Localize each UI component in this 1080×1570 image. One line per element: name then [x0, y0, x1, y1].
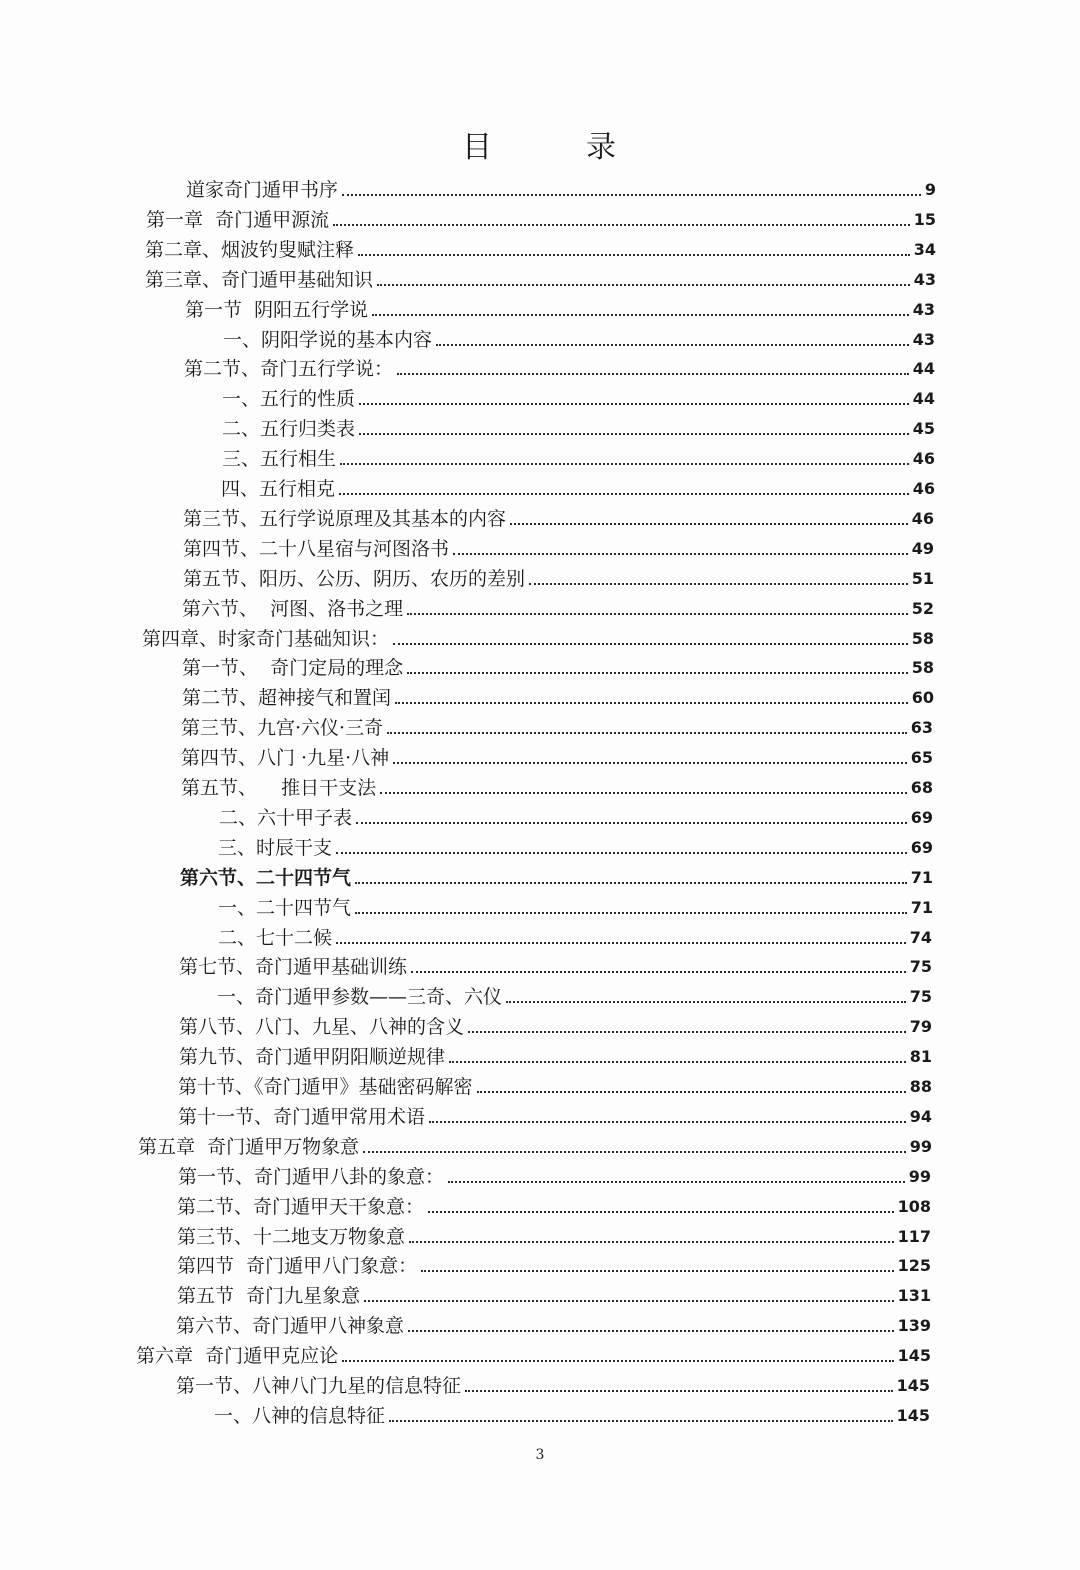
toc-entry-label: 第一节、 奇门定局的理念	[182, 657, 404, 680]
toc-entry-label: 第三节、九宫·六仪·三奇	[181, 717, 384, 740]
toc-entry-page: 125	[897, 1256, 931, 1276]
toc-entry	[179, 1038, 932, 1068]
toc-dot-leader	[355, 911, 907, 914]
toc-entry	[178, 1098, 932, 1128]
toc-entry	[218, 829, 933, 859]
toc-dot-leader	[529, 582, 908, 585]
toc-dot-leader	[336, 851, 907, 854]
toc-dot-leader	[428, 1210, 894, 1213]
toc-entry	[177, 1277, 931, 1307]
toc-entry-label: 道家奇门遁甲书序	[186, 179, 339, 201]
toc-entry-label: 一、二十四节气	[218, 896, 352, 919]
toc-entry-page: 68	[910, 778, 933, 797]
toc-entry-page: 51	[911, 568, 934, 588]
toc-entry-page: 71	[910, 897, 933, 917]
toc-entry	[136, 1337, 931, 1367]
toc-dot-leader	[372, 313, 909, 316]
toc-entry	[223, 321, 935, 351]
toc-entry-page: 145	[896, 1376, 930, 1395]
toc-dot-leader	[340, 462, 909, 465]
toc-entry-page: 131	[897, 1286, 931, 1306]
toc-entry	[222, 440, 935, 470]
toc-entry	[178, 1068, 932, 1098]
toc-entry	[181, 709, 933, 739]
toc-entry-label: 第四节、二十八星宿与河图洛书	[183, 537, 450, 560]
toc-dot-leader	[411, 970, 906, 973]
toc-entry-label: 三、五行相生	[222, 448, 337, 471]
toc-entry-label: 第一节、八神八门九星的信息特征	[176, 1375, 462, 1397]
toc-entry	[145, 261, 936, 291]
toc-entry-page: 145	[896, 1405, 930, 1425]
toc-dot-leader	[387, 731, 907, 734]
toc-entry-page: 46	[912, 479, 935, 498]
toc-dot-leader	[407, 612, 908, 615]
title-char-right: 录	[586, 130, 618, 165]
toc-dot-leader	[342, 1359, 894, 1362]
toc-entry-page: 63	[910, 718, 933, 738]
toc-dot-leader	[358, 253, 910, 256]
toc-entry-label: 第六节、 河图、洛书之理	[182, 597, 404, 620]
page-title	[0, 122, 1080, 166]
toc-entry-label: 第一章 奇门遁甲源流	[146, 208, 330, 231]
toc-dot-leader	[436, 343, 909, 346]
toc-entry	[176, 1367, 930, 1397]
toc-entry-page: 43	[913, 269, 936, 289]
toc-entry-page: 60	[911, 688, 934, 708]
toc-entry-label: 二、七十二候	[218, 926, 333, 949]
toc-entry-label: 第五章 奇门遁甲万物象意	[138, 1135, 360, 1158]
toc-entry-page: 49	[911, 538, 934, 558]
toc-entry	[222, 380, 935, 410]
toc-dot-leader	[510, 522, 908, 525]
toc-entry	[142, 620, 934, 650]
page-number: 3	[535, 1447, 545, 1463]
toc-entry-label: 第七节、奇门遁甲基础训练	[179, 956, 408, 979]
toc-dot-leader	[364, 1299, 894, 1302]
toc-dot-leader	[363, 1150, 906, 1153]
toc-entry-page: 145	[897, 1346, 931, 1366]
toc-dot-leader	[339, 492, 909, 495]
toc-entry-label: 二、六十甲子表	[219, 806, 353, 829]
toc-dot-leader	[465, 1389, 893, 1392]
toc-entry	[218, 919, 932, 949]
toc-entry	[182, 590, 934, 620]
toc-entry	[178, 1158, 931, 1188]
toc-entry	[179, 948, 932, 978]
toc-entry	[180, 859, 933, 889]
toc-dot-leader	[477, 1090, 906, 1093]
toc-entry-page: 58	[911, 658, 934, 678]
toc-entry-page: 34	[913, 239, 936, 259]
title-char-left: 目	[462, 130, 494, 165]
toc-dot-leader	[421, 1269, 894, 1272]
toc-entry-page: 88	[909, 1077, 932, 1096]
toc-entry-page: 46	[911, 508, 934, 528]
toc-entry-label: 第五节、阳历、公历、阴历、农历的差别	[183, 567, 526, 590]
toc-dot-leader	[336, 941, 906, 944]
toc-entry-page: 139	[897, 1316, 931, 1336]
toc-entry	[183, 500, 934, 530]
toc-entry-label: 第六节、二十四节气	[180, 866, 352, 889]
toc-entry-page: 15	[913, 209, 936, 229]
toc-entry	[182, 649, 934, 679]
toc-entry	[222, 410, 935, 440]
toc-dot-leader	[393, 642, 908, 645]
toc-entry-page: 75	[909, 987, 932, 1007]
toc-dot-leader	[468, 1030, 906, 1033]
toc-entry-page: 43	[912, 329, 935, 349]
toc-entry-page: 69	[910, 837, 933, 857]
toc-entry-page: 75	[909, 957, 932, 977]
toc-entry-label: 第三章、奇门遁甲基础知识	[145, 268, 374, 291]
toc-entry-label: 一、五行的性质	[222, 388, 356, 411]
toc-entry-page: 52	[911, 598, 934, 618]
toc-entry-page: 44	[912, 359, 935, 379]
toc-dot-leader	[506, 1000, 906, 1003]
toc-entry-page: 117	[897, 1226, 931, 1246]
toc-dot-leader	[342, 193, 921, 196]
toc-dot-leader	[377, 283, 910, 286]
toc-entry-page: 99	[909, 1136, 932, 1156]
toc-entry-page: 65	[910, 748, 933, 768]
toc-entry	[221, 470, 935, 500]
toc-entry-label: 三、时辰干支	[218, 836, 333, 859]
toc-dot-leader	[380, 791, 907, 794]
toc-entry-page: 99	[908, 1166, 931, 1186]
toc-entry-label: 第三节、五行学说原理及其基本的内容	[183, 507, 507, 530]
toc-entry-page: 45	[912, 419, 935, 439]
toc-entry-page: 108	[897, 1196, 931, 1216]
toc-dot-leader	[356, 821, 907, 824]
toc-entry	[176, 1307, 931, 1337]
toc-entry	[177, 1247, 931, 1277]
toc-entry	[183, 560, 934, 590]
toc-entry-page: 69	[910, 807, 933, 827]
toc-dot-leader	[453, 552, 908, 555]
toc-entry-label: 第六章 奇门遁甲克应论	[136, 1345, 339, 1368]
toc-entry	[146, 201, 936, 231]
toc-entry	[177, 1218, 931, 1248]
toc-dot-leader	[359, 432, 909, 435]
toc-entry-label: 第一节 阴阳五行学说	[185, 298, 369, 321]
toc-dot-leader	[355, 881, 907, 884]
toc-entry-label: 一、奇门遁甲参数——三奇、六仪	[217, 986, 503, 1009]
toc-entry-label: 第一节、奇门遁甲八卦的象意：	[178, 1165, 445, 1188]
toc-entry-label: 第十节、《奇门遁甲》基础密码解密	[178, 1076, 473, 1098]
toc-entry	[218, 889, 933, 919]
toc-entry-page: 71	[910, 867, 933, 887]
toc-entry-label: 四、五行相克	[221, 478, 336, 500]
toc-entry-page: 94	[909, 1106, 932, 1126]
toc-entry-page: 58	[911, 628, 934, 648]
toc-dot-leader	[393, 761, 907, 764]
toc-entry	[183, 530, 934, 560]
toc-entry-label: 第六节、奇门遁甲八神象意	[176, 1315, 405, 1338]
toc-entry-label: 二、五行归类表	[222, 418, 356, 441]
toc-entry	[214, 1397, 930, 1427]
toc-dot-leader	[429, 1120, 906, 1123]
toc-entry	[184, 350, 935, 380]
toc-entry-page: 43	[912, 299, 935, 319]
toc-entry-label: 第四章、时家奇门基础知识：	[142, 627, 390, 650]
toc-entry-label: 第四节 奇门遁甲八门象意：	[177, 1255, 418, 1278]
toc-entry	[182, 679, 934, 709]
toc-dot-leader	[359, 402, 909, 405]
toc-entry-page: 46	[912, 449, 935, 469]
toc-entry-label: 第四节、八门 ·九星·八神	[181, 747, 390, 770]
toc-dot-leader	[397, 372, 909, 375]
toc-dot-leader	[448, 1180, 905, 1183]
toc-entry	[185, 291, 935, 321]
toc-entry-label: 第十一节、奇门遁甲常用术语	[178, 1105, 426, 1128]
toc-entry-label: 一、阴阳学说的基本内容	[223, 328, 433, 351]
toc-entry-label: 第二节、超神接气和置闰	[182, 687, 392, 710]
toc-entry-label: 第二节、奇门遁甲天干象意：	[177, 1195, 425, 1218]
toc-entry-page: 81	[909, 1047, 932, 1067]
toc-entry	[181, 739, 933, 769]
toc-dot-leader	[407, 671, 908, 674]
toc-entry	[186, 171, 936, 201]
toc-entry-page: 44	[912, 389, 935, 409]
toc-entry-label: 一、八神的信息特征	[214, 1404, 386, 1427]
toc-entry-page: 9	[924, 180, 936, 199]
toc-entry-label: 第九节、奇门遁甲阴阳顺逆规律	[179, 1046, 446, 1069]
toc-entry	[177, 1188, 931, 1218]
toc-entry	[138, 1128, 932, 1158]
toc-dot-leader	[389, 1419, 893, 1422]
toc-entry-label: 第二节、奇门五行学说：	[184, 358, 394, 381]
toc-dot-leader	[449, 1060, 906, 1063]
toc-entry-label: 第二章、烟波钓叟赋注释	[145, 238, 355, 261]
toc-dot-leader	[395, 701, 908, 704]
toc-dot-leader	[408, 1329, 894, 1332]
toc-entry-label: 第五节 奇门九星象意	[177, 1285, 361, 1308]
toc-entry	[181, 769, 933, 799]
toc-entry-label: 第三节、十二地支万物象意	[177, 1225, 406, 1248]
toc-entry-label: 第八节、八门、九星、八神的含义	[179, 1016, 465, 1039]
toc-dot-leader	[333, 223, 910, 226]
toc-entry	[145, 231, 936, 261]
toc-entry	[179, 1008, 932, 1038]
toc-entry	[219, 799, 933, 829]
toc-dot-leader	[409, 1240, 894, 1243]
toc-entry-page: 79	[909, 1017, 932, 1037]
toc-entry-label: 第五节、 推日干支法	[181, 777, 377, 799]
toc-entry-page: 74	[909, 927, 932, 947]
toc-entry	[217, 978, 932, 1008]
